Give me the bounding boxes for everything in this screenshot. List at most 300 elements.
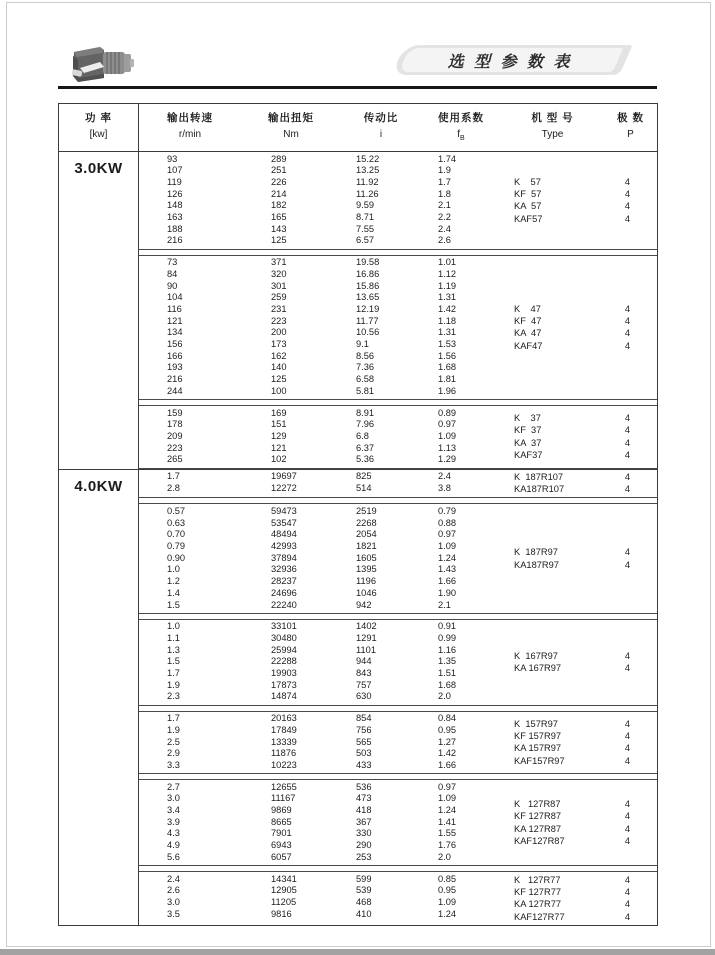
speed-value: 223	[167, 442, 183, 453]
ratio-value: 2268	[356, 517, 377, 528]
factor-value: 1.27	[438, 736, 457, 747]
ratio-value: 539	[356, 885, 372, 896]
factor-column	[421, 506, 501, 611]
torque-value: 30480	[271, 632, 297, 643]
torque-column	[241, 154, 341, 248]
factor-value: 1.66	[438, 576, 457, 587]
ratio-value: 8.56	[356, 350, 375, 361]
type-value: KAF157R97	[514, 755, 565, 766]
ratio-blocks	[139, 152, 657, 469]
ratio-value: 12.19	[356, 303, 380, 314]
torque-value: 8665	[271, 816, 292, 827]
factor-value: 0.97	[438, 529, 457, 540]
factor-value: 0.95	[438, 885, 457, 896]
factor-value: 1.24	[438, 805, 457, 816]
poles-column	[604, 621, 657, 703]
factor-value: 1.31	[438, 327, 457, 338]
speed-value: 121	[167, 315, 183, 326]
type-value: K 157R97	[514, 718, 558, 729]
torque-value: 125	[271, 235, 287, 246]
factor-value: 1.96	[438, 385, 457, 396]
factor-value: 1.09	[438, 896, 457, 907]
type-value: K 187R97	[514, 547, 558, 558]
torque-column	[241, 471, 341, 496]
factor-value: 1.12	[438, 268, 457, 279]
ratio-value: 944	[356, 656, 372, 667]
type-value: K 47	[514, 303, 541, 314]
ratio-value: 1821	[356, 541, 377, 551]
poles-value: 4	[624, 650, 631, 661]
factor-value: 0.88	[438, 517, 457, 528]
torque-value: 14341	[271, 873, 297, 884]
factor-value: 1.31	[438, 292, 457, 303]
factor-value: 1.01	[438, 257, 457, 268]
torque-value: 169	[271, 407, 287, 418]
type-value: KA 47	[514, 328, 542, 339]
ratio-value: 468	[356, 896, 372, 907]
ratio-value: 11.26	[356, 188, 379, 199]
speed-value: 1.0	[167, 564, 180, 575]
torque-value: 11167	[271, 793, 296, 804]
type-value: KAF47	[514, 340, 543, 351]
ratio-value: 8.71	[356, 212, 375, 223]
factor-column	[421, 154, 501, 248]
factor-value: 0.89	[438, 407, 457, 418]
poles-value: 4	[624, 755, 631, 766]
power-section	[59, 152, 657, 469]
ratio-value: 854	[356, 713, 372, 724]
ratio-block	[139, 619, 657, 706]
type-value: KA 157R97	[514, 743, 562, 754]
type-value: K 37	[514, 413, 541, 423]
type-value: KF 37	[514, 425, 542, 436]
factor-value: 1.7	[438, 176, 451, 187]
speed-value: 2.5	[167, 736, 180, 747]
torque-column	[241, 874, 341, 924]
speed-value: 265	[167, 454, 183, 465]
ratio-value: 7.55	[356, 223, 375, 234]
type-column	[501, 506, 604, 611]
type-column	[501, 408, 604, 467]
type-value: KA 127R77	[514, 899, 562, 910]
ratio-value: 433	[356, 759, 372, 770]
ratio-value: 7.96	[356, 419, 375, 430]
factor-value: 1.13	[438, 442, 457, 453]
speed-value: 3.3	[167, 759, 180, 770]
torque-value: 11205	[271, 896, 297, 907]
speed-value: 3.5	[167, 908, 180, 919]
torque-value: 320	[271, 268, 287, 279]
speed-value: 216	[167, 235, 183, 246]
speed-column	[139, 154, 241, 248]
torque-column	[241, 782, 341, 864]
speed-value: 126	[167, 188, 183, 199]
speed-value: 0.79	[167, 541, 186, 551]
type-value: K 167R97	[514, 650, 558, 661]
speed-column	[139, 621, 241, 703]
scan-edge-strip	[0, 949, 715, 955]
speed-value: 90	[167, 280, 178, 291]
poles-column	[604, 782, 657, 864]
factor-value: 0.84	[438, 713, 457, 724]
torque-value: 48494	[271, 529, 297, 540]
torque-value: 14874	[271, 691, 297, 702]
factor-value: 1.8	[438, 188, 451, 199]
torque-value: 20163	[271, 713, 297, 724]
ratio-value: 2519	[356, 505, 377, 516]
poles-value: 4	[624, 188, 631, 199]
poles-column	[604, 471, 657, 496]
poles-value: 4	[624, 437, 631, 448]
factor-value: 1.81	[438, 374, 457, 385]
ratio-value: 8.91	[356, 407, 375, 418]
poles-value: 4	[624, 450, 631, 461]
ratio-value: 825	[356, 471, 372, 482]
torque-value: 143	[271, 223, 287, 234]
ratio-column	[341, 874, 421, 924]
factor-value: 2.0	[438, 691, 451, 702]
ratio-block	[139, 871, 657, 925]
torque-value: 259	[271, 292, 287, 303]
ratio-value: 757	[356, 679, 372, 690]
power-cell	[59, 152, 139, 469]
speed-value: 1.5	[167, 599, 180, 610]
speed-value: 159	[167, 407, 183, 418]
factor-value: 1.19	[438, 280, 457, 291]
speed-value: 216	[167, 374, 183, 385]
torque-value: 17873	[271, 679, 297, 690]
type-value: KF 157R97	[514, 730, 562, 741]
poles-value: 4	[624, 315, 631, 326]
speed-value: 1.0	[167, 621, 180, 632]
torque-value: 12905	[271, 885, 297, 896]
factor-value: 1.18	[438, 315, 457, 326]
speed-value: 107	[167, 165, 183, 176]
ratio-value: 5.81	[356, 385, 375, 396]
poles-column	[604, 874, 657, 924]
torque-column	[241, 713, 341, 772]
speed-value: 178	[167, 419, 183, 430]
factor-value: 0.99	[438, 632, 457, 643]
speed-value: 156	[167, 339, 183, 350]
ratio-value: 410	[356, 908, 372, 919]
poles-value: 4	[624, 874, 631, 885]
factor-value: 1.42	[438, 748, 457, 759]
speed-value: 2.8	[167, 482, 180, 493]
type-value: KF 57	[514, 188, 542, 199]
poles-value: 4	[624, 303, 631, 314]
torque-column	[241, 621, 341, 703]
speed-value: 73	[167, 257, 178, 268]
ratio-value: 13.65	[356, 292, 380, 303]
poles-value: 4	[624, 798, 631, 809]
ratio-block	[139, 711, 657, 775]
poles-value: 4	[624, 911, 631, 922]
ratio-value: 9.1	[356, 339, 369, 350]
torque-value: 173	[271, 339, 287, 350]
ratio-column	[341, 471, 421, 496]
type-value: KA 37	[514, 437, 542, 448]
torque-value: 9869	[271, 805, 292, 816]
torque-column	[241, 506, 341, 611]
ratio-value: 536	[356, 781, 372, 792]
ratio-value: 630	[356, 691, 372, 702]
type-column	[501, 782, 604, 864]
torque-value: 226	[271, 176, 287, 187]
ratio-column	[341, 408, 421, 467]
ratio-block	[139, 152, 657, 250]
poles-value: 4	[624, 718, 631, 729]
ratio-value: 253	[356, 851, 372, 862]
torque-value: 251	[271, 165, 287, 176]
factor-column	[421, 621, 501, 703]
speed-column	[139, 408, 241, 467]
type-value: KA187R107	[514, 484, 565, 495]
poles-column	[604, 408, 657, 467]
table-header-row	[59, 104, 657, 152]
factor-column	[421, 257, 501, 397]
torque-value: 6943	[271, 840, 292, 851]
torque-value: 22288	[271, 656, 297, 667]
factor-value: 2.0	[438, 851, 451, 862]
torque-value: 182	[271, 200, 287, 211]
type-value: KF 127R77	[514, 886, 562, 897]
ratio-value: 19.58	[356, 257, 380, 268]
factor-value: 1.76	[438, 840, 457, 851]
factor-value: 1.90	[438, 587, 457, 598]
ratio-value: 9.59	[356, 200, 375, 211]
speed-value: 2.6	[167, 885, 180, 896]
torque-value: 37894	[271, 552, 297, 563]
factor-value: 1.43	[438, 564, 457, 575]
poles-value: 4	[624, 425, 631, 436]
speed-value: 193	[167, 362, 183, 373]
factor-value: 1.53	[438, 339, 457, 350]
ratio-value: 6.57	[356, 235, 375, 246]
speed-column	[139, 506, 241, 611]
col-header-service-factor: 使用系数 $f_B$	[438, 112, 484, 142]
factor-value: 1.66	[438, 759, 457, 770]
type-value: KAF127R87	[514, 836, 565, 847]
speed-column	[139, 874, 241, 924]
torque-value: 42993	[271, 541, 297, 551]
factor-value: 1.09	[438, 793, 457, 804]
torque-value: 223	[271, 315, 287, 326]
speed-value: 4.9	[167, 840, 180, 851]
speed-value: 84	[167, 268, 178, 279]
speed-value: 1.5	[167, 656, 180, 667]
power-value: 3.0KW	[74, 160, 123, 177]
col-header-torque: 输出扭矩 Nm	[268, 112, 314, 140]
torque-value: 165	[271, 212, 287, 223]
poles-value: 4	[624, 201, 631, 212]
poles-value: 4	[624, 472, 631, 483]
factor-value: 0.97	[438, 781, 457, 792]
type-value: KA 167R97	[514, 663, 562, 674]
factor-value: 2.1	[438, 200, 451, 211]
ratio-value: 367	[356, 816, 372, 827]
ratio-column	[341, 713, 421, 772]
speed-value: 2.3	[167, 691, 180, 702]
factor-value: 1.16	[438, 644, 457, 655]
speed-value: 1.4	[167, 587, 180, 598]
torque-value: 12655	[271, 781, 297, 792]
poles-value: 4	[624, 176, 631, 187]
type-value: K 57	[514, 176, 541, 187]
factor-column	[421, 471, 501, 496]
type-value: KA 57	[514, 201, 542, 212]
ratio-value: 599	[356, 873, 372, 884]
factor-value: 1.68	[438, 362, 457, 373]
speed-value: 104	[167, 292, 183, 303]
factor-value: 1.9	[438, 165, 451, 176]
ratio-block	[139, 503, 657, 613]
ratio-value: 11.92	[356, 176, 379, 187]
factor-value: 1.55	[438, 828, 457, 839]
power-value: 4.0KW	[74, 477, 123, 495]
type-value: K 127R87	[514, 798, 561, 809]
speed-value: 116	[167, 303, 182, 314]
speed-value: 148	[167, 200, 183, 211]
type-value: KAF37	[514, 450, 543, 461]
speed-value: 1.9	[167, 679, 180, 690]
speed-value: 3.0	[167, 793, 180, 804]
torque-value: 53547	[271, 517, 297, 528]
type-column	[501, 874, 604, 924]
ratio-value: 1291	[356, 632, 377, 643]
speed-value: 244	[167, 385, 183, 396]
factor-value: 1.09	[438, 430, 457, 441]
factor-value: 3.8	[438, 482, 451, 493]
ratio-value: 330	[356, 828, 372, 839]
ratio-value: 473	[356, 793, 372, 804]
ratio-value: 5.36	[356, 454, 375, 465]
torque-value: 28237	[271, 576, 297, 587]
factor-value: 1.09	[438, 541, 457, 551]
col-header-ratio: 传动比 i	[363, 112, 399, 140]
ratio-value: 15.22	[356, 153, 380, 164]
speed-value: 1.1	[167, 632, 180, 643]
type-value: KA 127R87	[514, 823, 562, 834]
ratio-block	[139, 470, 657, 499]
speed-value: 209	[167, 430, 183, 441]
poles-value: 4	[624, 484, 631, 495]
torque-value: 6057	[271, 851, 292, 862]
torque-value: 102	[271, 454, 287, 465]
ratio-value: 15.86	[356, 280, 380, 291]
ratio-value: 10.56	[356, 327, 380, 338]
factor-value: 1.35	[438, 656, 457, 667]
speed-column	[139, 713, 241, 772]
speed-value: 0.70	[167, 529, 186, 540]
torque-value: 214	[271, 188, 287, 199]
poles-value: 4	[624, 836, 631, 847]
power-section	[59, 469, 657, 925]
type-value: K 187R107	[514, 472, 564, 483]
factor-value: 0.97	[438, 419, 457, 430]
torque-value: 129	[271, 430, 287, 441]
speed-value: 5.6	[167, 851, 180, 862]
type-value: K 127R77	[514, 874, 561, 885]
factor-value: 1.24	[438, 552, 457, 563]
selection-parameter-table	[58, 103, 658, 926]
ratio-value: 13.25	[356, 165, 380, 176]
speed-value: 1.7	[167, 471, 180, 482]
factor-value: 1.68	[438, 679, 457, 690]
speed-value: 0.57	[167, 505, 186, 516]
poles-value: 4	[624, 743, 631, 754]
power-cell	[59, 470, 139, 925]
speed-value: 2.9	[167, 748, 180, 759]
speed-value: 1.3	[167, 644, 180, 655]
ratio-value: 16.86	[356, 268, 380, 279]
torque-value: 151	[271, 419, 287, 430]
ratio-value: 565	[356, 736, 372, 747]
factor-value: 2.1	[438, 599, 451, 610]
poles-value: 4	[624, 559, 631, 570]
col-header-speed: 输出转速 r/min	[167, 112, 213, 140]
torque-value: 24696	[271, 587, 297, 598]
ratio-value: 11.77	[356, 315, 379, 326]
torque-value: 32936	[271, 564, 297, 575]
speed-value: 2.4	[167, 873, 180, 884]
ratio-value: 6.37	[356, 442, 375, 453]
ratio-column	[341, 782, 421, 864]
ratio-value: 6.8	[356, 430, 369, 441]
factor-value: 1.56	[438, 350, 457, 361]
speed-value: 1.7	[167, 713, 180, 724]
speed-value: 3.9	[167, 816, 180, 827]
poles-value: 4	[624, 886, 631, 897]
ratio-value: 1046	[356, 587, 377, 598]
torque-value: 10223	[271, 759, 297, 770]
poles-value: 4	[624, 413, 631, 423]
poles-column	[604, 506, 657, 611]
factor-column	[421, 408, 501, 467]
ratio-column	[341, 257, 421, 397]
type-column	[501, 154, 604, 248]
ratio-value: 6.58	[356, 374, 375, 385]
torque-value: 12272	[271, 482, 297, 493]
type-column	[501, 621, 604, 703]
table-body	[59, 152, 657, 925]
type-value: KAF127R77	[514, 911, 565, 922]
speed-value: 1.2	[167, 576, 180, 587]
factor-value: 1.51	[438, 668, 457, 679]
factor-value: 2.4	[438, 223, 451, 234]
speed-value: 2.7	[167, 781, 180, 792]
type-column	[501, 257, 604, 397]
poles-value: 4	[624, 823, 631, 834]
poles-column	[604, 713, 657, 772]
ratio-block	[139, 779, 657, 866]
torque-value: 162	[271, 350, 287, 361]
col-header-power: 功 率 [kw]	[59, 104, 139, 151]
ratio-value: 514	[356, 482, 372, 493]
factor-value: 0.91	[438, 621, 457, 632]
ratio-value: 290	[356, 840, 372, 851]
ratio-column	[341, 621, 421, 703]
ratio-value: 1402	[356, 621, 377, 632]
poles-value: 4	[624, 213, 631, 224]
type-value: KF 127R87	[514, 811, 562, 822]
type-value: KA187R97	[514, 559, 559, 570]
factor-column	[421, 713, 501, 772]
page-title: 选 型 参 数 表	[447, 54, 573, 71]
torque-value: 17849	[271, 724, 297, 735]
ratio-value: 1605	[356, 552, 377, 563]
ratio-value: 418	[356, 805, 372, 816]
